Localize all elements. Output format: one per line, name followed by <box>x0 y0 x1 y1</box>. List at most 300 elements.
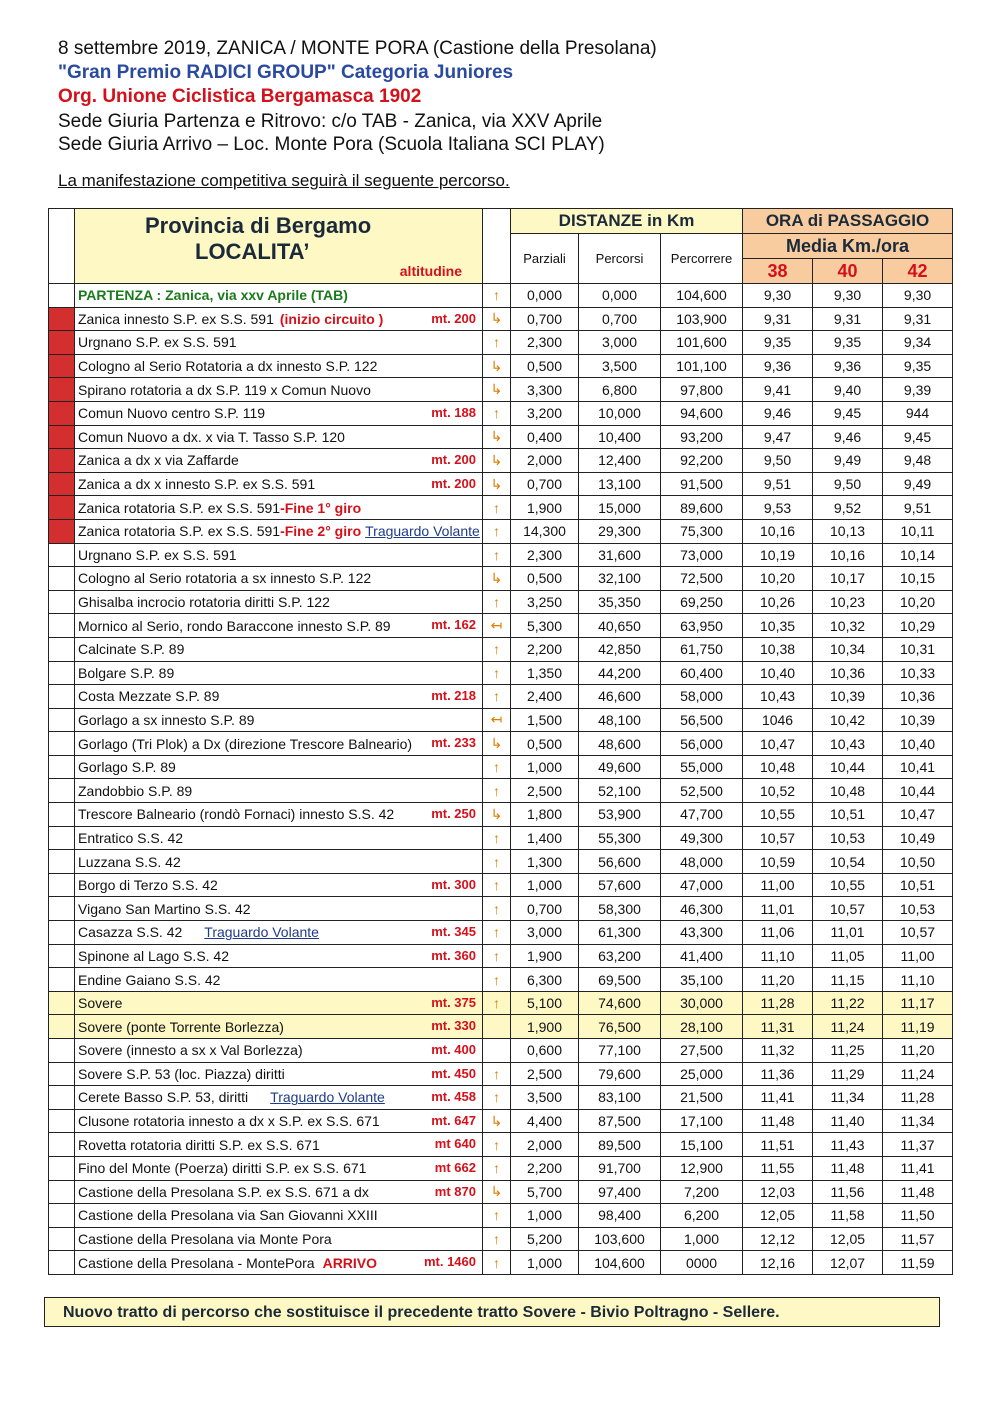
direction-arrow-icon: ↑ <box>483 873 511 897</box>
time-42: 10,33 <box>883 661 953 685</box>
time-38: 9,35 <box>743 331 813 355</box>
locality-name: Comun Nuovo a dx. x via T. Tasso S.P. 120 <box>78 428 345 445</box>
remaining-distance: 92,200 <box>661 449 743 473</box>
remaining-distance: 17,100 <box>661 1109 743 1133</box>
direction-arrow-icon: ↑ <box>483 284 511 308</box>
locality-cell <box>75 708 483 732</box>
time-40: 10,39 <box>813 685 883 709</box>
row-marker <box>49 1251 75 1275</box>
direction-arrow-icon: ↑ <box>483 897 511 921</box>
covered-distance: 13,100 <box>579 472 661 496</box>
table-row <box>49 944 953 968</box>
locality-name: Spinone al Lago S.S. 42 <box>78 947 230 964</box>
direction-arrow-icon: ↑ <box>483 496 511 520</box>
direction-arrow-icon: ↑ <box>483 401 511 425</box>
table-row <box>49 1062 953 1086</box>
time-42: 11,20 <box>883 1039 953 1063</box>
remaining-distance: 1,000 <box>661 1227 743 1251</box>
covered-distance: 3,000 <box>579 331 661 355</box>
covered-distance: 3,500 <box>579 354 661 378</box>
table-row <box>49 755 953 779</box>
col-parziali: Parziali <box>511 234 579 284</box>
partial-distance: 1,000 <box>511 755 579 779</box>
remaining-distance: 73,000 <box>661 543 743 567</box>
partial-distance: 2,400 <box>511 685 579 709</box>
locality-cell <box>75 496 483 520</box>
table-row <box>49 543 953 567</box>
time-38: 10,26 <box>743 590 813 614</box>
covered-distance: 49,600 <box>579 755 661 779</box>
remaining-distance: 103,900 <box>661 307 743 331</box>
table-row <box>49 331 953 355</box>
locality-name: Castione della Presolana via San Giovanni XXIII <box>78 1207 378 1224</box>
time-38: 10,52 <box>743 779 813 803</box>
altitude-value: mt. 360 <box>431 947 476 963</box>
direction-arrow-icon: ↑ <box>483 991 511 1015</box>
province-title: Provincia di Bergamo <box>145 213 372 238</box>
locality-name: Ghisalba incrocio rotatoria diritti S.P. 122 <box>78 594 330 611</box>
time-38: 12,12 <box>743 1227 813 1251</box>
time-40: 9,50 <box>813 472 883 496</box>
finish-jury-location: Sede Giuria Arrivo – Loc. Monte Pora (Scuola Italiana SCI PLAY) <box>58 134 605 155</box>
intermediate-sprint-label: Traguardo Volante <box>365 523 480 540</box>
covered-distance: 56,600 <box>579 850 661 874</box>
locality-cell <box>75 637 483 661</box>
partial-distance: 3,000 <box>511 921 579 945</box>
time-42: 11,19 <box>883 1015 953 1039</box>
row-marker <box>49 732 75 756</box>
remaining-distance: 47,000 <box>661 873 743 897</box>
intermediate-sprint-label: Traguardo Volante <box>204 924 319 941</box>
covered-distance: 10,000 <box>579 401 661 425</box>
locality-title: LOCALITA’ <box>195 239 310 264</box>
table-row <box>49 1039 953 1063</box>
table-row <box>49 425 953 449</box>
direction-arrow-icon: ↑ <box>483 685 511 709</box>
distances-header: DISTANZE in Km <box>511 209 743 234</box>
row-marker <box>49 873 75 897</box>
time-42: 10,14 <box>883 543 953 567</box>
time-42: 10,51 <box>883 873 953 897</box>
locality-cell <box>75 543 483 567</box>
locality-cell <box>75 331 483 355</box>
time-40: 11,01 <box>813 921 883 945</box>
locality-note: (inizio circuito ) <box>279 310 384 327</box>
row-marker <box>49 543 75 567</box>
covered-distance: 32,100 <box>579 567 661 591</box>
time-38: 10,47 <box>743 732 813 756</box>
partial-distance: 3,300 <box>511 378 579 402</box>
time-38: 9,51 <box>743 472 813 496</box>
time-38: 11,00 <box>743 873 813 897</box>
partial-distance: 1,900 <box>511 1015 579 1039</box>
covered-distance: 89,500 <box>579 1133 661 1157</box>
time-40: 11,43 <box>813 1133 883 1157</box>
direction-arrow-icon: ↳ <box>483 567 511 591</box>
direction-arrow-icon: ↳ <box>483 354 511 378</box>
locality-name: Mornico al Serio, rondo Baraccone innesto S.P. 89 <box>78 617 391 634</box>
time-42: 9,31 <box>883 307 953 331</box>
row-marker <box>49 708 75 732</box>
covered-distance: 53,900 <box>579 803 661 827</box>
partial-distance: 5,700 <box>511 1180 579 1204</box>
row-marker <box>49 803 75 827</box>
altitude-value: mt. 200 <box>431 475 476 491</box>
time-42: 10,50 <box>883 850 953 874</box>
covered-distance: 52,100 <box>579 779 661 803</box>
time-38: 10,59 <box>743 850 813 874</box>
partial-distance: 0,700 <box>511 307 579 331</box>
locality-cell <box>75 873 483 897</box>
direction-arrow-icon: ↳ <box>483 425 511 449</box>
partial-distance: 3,250 <box>511 590 579 614</box>
time-40: 11,22 <box>813 991 883 1015</box>
locality-cell <box>75 1133 483 1157</box>
locality-name: Casazza S.S. 42 <box>78 924 183 941</box>
table-row <box>49 850 953 874</box>
locality-name: Sovere S.P. 53 (loc. Piazza) diritti <box>78 1065 285 1082</box>
remaining-distance: 93,200 <box>661 425 743 449</box>
table-row <box>49 779 953 803</box>
table-row <box>49 1251 953 1275</box>
time-42: 9,45 <box>883 425 953 449</box>
altitude-value: mt 640 <box>434 1136 476 1152</box>
partial-distance: 1,900 <box>511 496 579 520</box>
locality-cell <box>75 401 483 425</box>
time-42: 11,50 <box>883 1204 953 1228</box>
race-name: "Gran Premio RADICI GROUP" Categoria Juniores <box>58 62 514 83</box>
locality-cell <box>75 1204 483 1228</box>
locality-name: Rovetta rotatoria diritti S.P. ex S.S. 671 <box>78 1136 320 1153</box>
partial-distance: 3,200 <box>511 401 579 425</box>
remaining-distance: 56,500 <box>661 708 743 732</box>
time-42: 10,40 <box>883 732 953 756</box>
time-40: 11,05 <box>813 944 883 968</box>
locality-name: Endine Gaiano S.S. 42 <box>78 971 221 988</box>
circuit-marker <box>49 449 75 473</box>
remaining-distance: 63,950 <box>661 614 743 638</box>
altitude-value: mt 870 <box>434 1183 476 1199</box>
time-40: 9,36 <box>813 354 883 378</box>
locality-cell <box>75 685 483 709</box>
covered-distance: 29,300 <box>579 519 661 543</box>
remaining-distance: 49,300 <box>661 826 743 850</box>
time-38: 9,47 <box>743 425 813 449</box>
time-38: 11,48 <box>743 1109 813 1133</box>
locality-note: -Fine 2° giro <box>280 523 362 540</box>
table-row <box>49 1015 953 1039</box>
locality-name: Trescore Balneario (rondò Fornaci) innesto S.S. 42 <box>78 806 395 823</box>
locality-cell <box>75 567 483 591</box>
covered-distance: 35,350 <box>579 590 661 614</box>
covered-distance: 48,100 <box>579 708 661 732</box>
time-38: 11,41 <box>743 1086 813 1110</box>
table-row <box>49 567 953 591</box>
table-row <box>49 637 953 661</box>
partial-distance: 0,500 <box>511 732 579 756</box>
time-38: 11,01 <box>743 897 813 921</box>
covered-distance: 87,500 <box>579 1109 661 1133</box>
covered-distance: 91,700 <box>579 1156 661 1180</box>
route-body <box>49 284 953 1275</box>
direction-arrow-icon: ↳ <box>483 1109 511 1133</box>
time-header: ORA di PASSAGGIO <box>743 209 953 234</box>
table-row <box>49 826 953 850</box>
direction-arrow-icon: ↤ <box>483 614 511 638</box>
col-percorrere: Percorrere <box>661 234 743 284</box>
locality-name: Cologno al Serio Rotatoria a dx innesto S.P. 122 <box>78 358 378 375</box>
time-40: 11,25 <box>813 1039 883 1063</box>
covered-distance: 15,000 <box>579 496 661 520</box>
direction-arrow-icon: ↳ <box>483 378 511 402</box>
altitude-value: mt. 450 <box>431 1065 476 1081</box>
time-40: 11,29 <box>813 1062 883 1086</box>
locality-cell <box>75 307 483 331</box>
time-40: 10,43 <box>813 732 883 756</box>
direction-arrow-icon: ↑ <box>483 850 511 874</box>
table-row <box>49 661 953 685</box>
table-row <box>49 1204 953 1228</box>
covered-distance: 31,600 <box>579 543 661 567</box>
row-marker <box>49 1204 75 1228</box>
time-42: 11,24 <box>883 1062 953 1086</box>
time-38: 11,51 <box>743 1133 813 1157</box>
remaining-distance: 72,500 <box>661 567 743 591</box>
partial-distance: 1,500 <box>511 708 579 732</box>
row-marker <box>49 1109 75 1133</box>
direction-arrow-icon: ↤ <box>483 708 511 732</box>
altitude-value: mt. 400 <box>431 1042 476 1057</box>
remaining-distance: 101,600 <box>661 331 743 355</box>
time-42: 11,41 <box>883 1156 953 1180</box>
row-marker <box>49 1039 75 1063</box>
altitude-value: mt. 218 <box>431 688 476 704</box>
time-40: 9,49 <box>813 449 883 473</box>
remaining-distance: 28,100 <box>661 1015 743 1039</box>
direction-arrow-icon: ↳ <box>483 449 511 473</box>
remaining-distance: 60,400 <box>661 661 743 685</box>
time-40: 11,48 <box>813 1156 883 1180</box>
remaining-distance: 94,600 <box>661 401 743 425</box>
locality-cell <box>75 755 483 779</box>
direction-arrow-icon: ↳ <box>483 1180 511 1204</box>
direction-arrow-icon: ↑ <box>483 779 511 803</box>
direction-arrow-icon: ↑ <box>483 968 511 992</box>
direction-arrow-icon: ↑ <box>483 519 511 543</box>
locality-cell <box>75 826 483 850</box>
table-row <box>49 496 953 520</box>
altitude-value: mt 662 <box>434 1159 476 1175</box>
circuit-marker <box>49 307 75 331</box>
locality-name: Gorlago S.P. 89 <box>78 759 176 776</box>
partial-distance: 0,500 <box>511 354 579 378</box>
row-marker <box>49 567 75 591</box>
remaining-distance: 97,800 <box>661 378 743 402</box>
locality-cell <box>75 472 483 496</box>
time-40: 9,52 <box>813 496 883 520</box>
direction-arrow-icon: ↑ <box>483 1062 511 1086</box>
locality-cell <box>75 1039 483 1063</box>
time-40: 9,31 <box>813 307 883 331</box>
time-42: 10,36 <box>883 685 953 709</box>
partial-distance: 1,300 <box>511 850 579 874</box>
media-header: Media Km./ora <box>743 234 953 259</box>
partial-distance: 3,500 <box>511 1086 579 1110</box>
partial-distance: 2,300 <box>511 331 579 355</box>
time-40: 11,15 <box>813 968 883 992</box>
locality-name: Calcinate S.P. 89 <box>78 641 185 658</box>
time-40: 10,48 <box>813 779 883 803</box>
partial-distance: 1,000 <box>511 1251 579 1275</box>
direction-arrow-icon: ↑ <box>483 331 511 355</box>
time-42: 11,37 <box>883 1133 953 1157</box>
time-42: 9,39 <box>883 378 953 402</box>
locality-cell <box>75 1062 483 1086</box>
time-38: 12,05 <box>743 1204 813 1228</box>
table-row <box>49 354 953 378</box>
table-row <box>49 1227 953 1251</box>
locality-name: Sovere (innesto a sx x Val Borlezza) <box>78 1042 303 1059</box>
time-38: 9,36 <box>743 354 813 378</box>
time-42: 10,11 <box>883 519 953 543</box>
direction-arrow-icon: ↳ <box>483 472 511 496</box>
remaining-distance: 25,000 <box>661 1062 743 1086</box>
locality-cell <box>75 354 483 378</box>
remaining-distance: 0000 <box>661 1251 743 1275</box>
partial-distance: 6,300 <box>511 968 579 992</box>
circuit-marker <box>49 519 75 543</box>
circuit-marker <box>49 472 75 496</box>
time-42: 11,00 <box>883 944 953 968</box>
time-40: 10,57 <box>813 897 883 921</box>
time-40: 11,34 <box>813 1086 883 1110</box>
row-marker <box>49 968 75 992</box>
direction-arrow-icon: ↑ <box>483 1204 511 1228</box>
locality-name: Costa Mezzate S.P. 89 <box>78 688 220 705</box>
row-marker <box>49 850 75 874</box>
locality-cell <box>75 284 483 308</box>
altitude-value: mt. 1460 <box>423 1254 476 1270</box>
locality-name: Castione della Presolana via Monte Pora <box>78 1231 332 1248</box>
direction-arrow-icon: ↑ <box>483 944 511 968</box>
table-row <box>49 1086 953 1110</box>
partial-distance: 2,200 <box>511 637 579 661</box>
time-42: 10,47 <box>883 803 953 827</box>
time-38: 9,41 <box>743 378 813 402</box>
time-42: 10,39 <box>883 708 953 732</box>
locality-cell <box>75 1086 483 1110</box>
locality-cell <box>75 1156 483 1180</box>
table-row <box>49 897 953 921</box>
time-40: 10,23 <box>813 590 883 614</box>
altitude-value: mt. 375 <box>431 994 476 1010</box>
time-42: 9,51 <box>883 496 953 520</box>
direction-arrow-icon: ↑ <box>483 1086 511 1110</box>
locality-cell <box>75 991 483 1015</box>
time-38: 12,16 <box>743 1251 813 1275</box>
table-row <box>49 685 953 709</box>
time-40: 11,24 <box>813 1015 883 1039</box>
time-42: 944 <box>883 401 953 425</box>
covered-distance: 103,600 <box>579 1227 661 1251</box>
time-40: 11,58 <box>813 1204 883 1228</box>
locality-cell <box>75 378 483 402</box>
altitude-value: mt. 250 <box>431 806 476 822</box>
remaining-distance: 43,300 <box>661 921 743 945</box>
covered-distance: 12,400 <box>579 449 661 473</box>
time-38: 9,53 <box>743 496 813 520</box>
time-42: 10,29 <box>883 614 953 638</box>
locality-note: ARRIVO <box>322 1254 378 1271</box>
remaining-distance: 48,000 <box>661 850 743 874</box>
direction-arrow-icon: ↑ <box>483 637 511 661</box>
time-40: 10,32 <box>813 614 883 638</box>
remaining-distance: 46,300 <box>661 897 743 921</box>
locality-note: -Fine 1° giro <box>280 499 362 516</box>
locality-name: Bolgare S.P. 89 <box>78 664 175 681</box>
covered-distance: 97,400 <box>579 1180 661 1204</box>
altitude-value: mt. 300 <box>431 876 476 892</box>
direction-arrow-icon: ↑ <box>483 543 511 567</box>
time-38: 10,48 <box>743 755 813 779</box>
altitude-value: mt. 345 <box>431 924 476 940</box>
table-row <box>49 803 953 827</box>
locality-cell <box>75 944 483 968</box>
time-42: 9,49 <box>883 472 953 496</box>
direction-arrow-icon: ↑ <box>483 826 511 850</box>
row-marker <box>49 921 75 945</box>
time-42: 10,20 <box>883 590 953 614</box>
time-40: 12,07 <box>813 1251 883 1275</box>
time-38: 11,32 <box>743 1039 813 1063</box>
time-38: 11,28 <box>743 991 813 1015</box>
time-38: 11,31 <box>743 1015 813 1039</box>
covered-distance: 48,600 <box>579 732 661 756</box>
partial-distance: 5,300 <box>511 614 579 638</box>
time-42: 11,10 <box>883 968 953 992</box>
row-marker <box>49 1015 75 1039</box>
table-row <box>49 1109 953 1133</box>
covered-distance: 40,650 <box>579 614 661 638</box>
row-marker <box>49 826 75 850</box>
locality-cell <box>75 1180 483 1204</box>
locality-cell <box>75 1227 483 1251</box>
time-42: 11,59 <box>883 1251 953 1275</box>
locality-cell <box>75 850 483 874</box>
time-42: 10,49 <box>883 826 953 850</box>
row-marker <box>49 1062 75 1086</box>
time-42: 11,28 <box>883 1086 953 1110</box>
time-40: 10,54 <box>813 850 883 874</box>
time-42: 11,48 <box>883 1180 953 1204</box>
altitude-value: mt. 200 <box>431 452 476 468</box>
table-row <box>49 968 953 992</box>
time-38: 1046 <box>743 708 813 732</box>
remaining-distance: 21,500 <box>661 1086 743 1110</box>
altitude-value: mt. 188 <box>431 404 476 420</box>
direction-arrow-icon <box>483 1015 511 1039</box>
time-42: 11,57 <box>883 1227 953 1251</box>
partial-distance: 2,500 <box>511 1062 579 1086</box>
altitude-value: mt. 200 <box>431 310 476 326</box>
time-42: 9,30 <box>883 284 953 308</box>
direction-arrow-icon: ↑ <box>483 1227 511 1251</box>
intermediate-sprint-label: Traguardo Volante <box>270 1089 385 1106</box>
table-row <box>49 519 953 543</box>
time-40: 11,56 <box>813 1180 883 1204</box>
altitude-value: mt. 458 <box>431 1089 476 1105</box>
time-38: 10,38 <box>743 637 813 661</box>
